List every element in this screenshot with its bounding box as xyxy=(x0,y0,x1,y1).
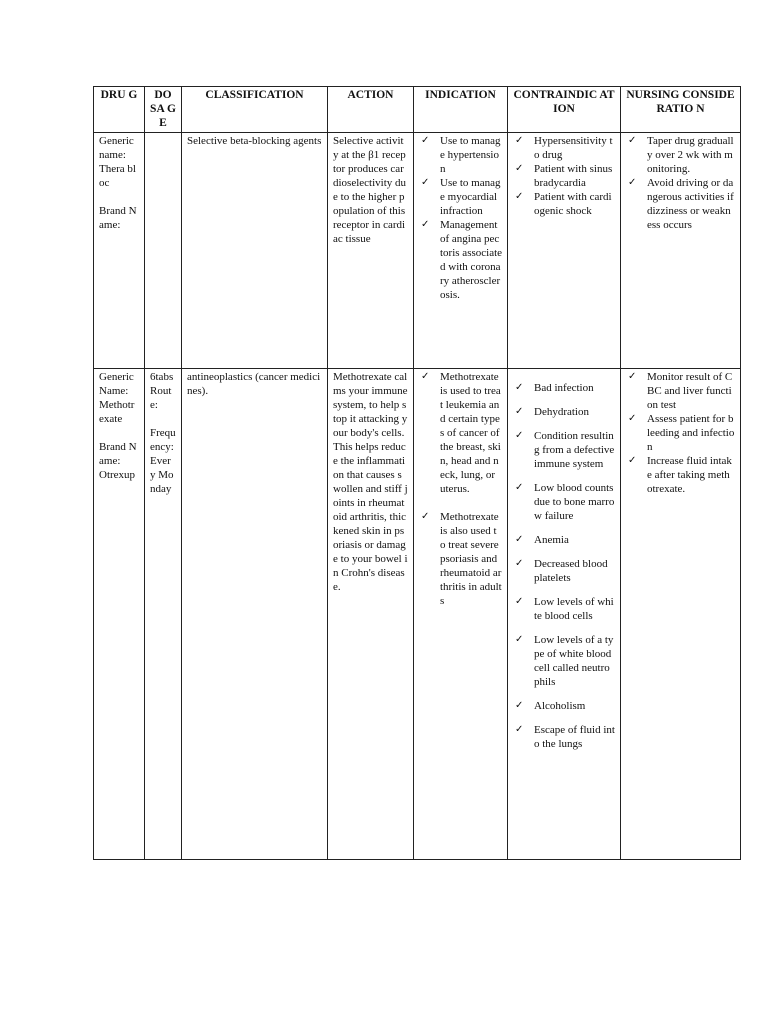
list-item: ✓ Monitor result of CBC and liver function test xyxy=(628,371,733,411)
generic-name-value: Methotrexate xyxy=(99,399,135,425)
list-item: ✓ Low levels of a type of white blood cell called neutrophils xyxy=(515,634,614,688)
checkmark-icon: ✓ xyxy=(628,455,637,466)
list-item: ✓ Hypersensitivity to drug xyxy=(515,135,613,161)
checkmark-icon: ✓ xyxy=(515,700,524,711)
checkmark-icon: ✓ xyxy=(515,634,524,645)
checkmark-icon: ✓ xyxy=(628,135,637,146)
list-item: ✓ Methotrexate is used to treat leukemia and certain types of cancer of the breast, skin, head and neck, lung, or uterus. xyxy=(421,371,501,495)
list-item: ✓ Methotrexate is also used to treat severe psoriasis and rheumatoid arthritis in adults xyxy=(421,511,502,607)
classification-cell: Selective beta-blocking agents xyxy=(182,133,328,369)
list-item: ✓ Low levels of white blood cells xyxy=(515,596,614,622)
checkmark-icon: ✓ xyxy=(515,596,524,607)
brand-name-label: Brand Name: xyxy=(99,205,137,231)
list-item: ✓ Low blood counts due to bone marrow failure xyxy=(515,482,615,522)
generic-name-value: Thera bloc xyxy=(99,163,136,189)
list-item: ✓ Escape of fluid into the lungs xyxy=(515,724,615,750)
header-row xyxy=(94,87,741,133)
table-row xyxy=(94,133,741,369)
checkmark-icon: ✓ xyxy=(421,177,430,188)
checkmark-icon: ✓ xyxy=(515,135,524,146)
checkmark-icon: ✓ xyxy=(515,482,524,493)
header-nursing-consideration: NURSING CONSIDERATIO N xyxy=(621,87,741,133)
list-item: ✓ Assess patient for bleeding and infection xyxy=(628,413,735,453)
list-item: ✓ Dehydration xyxy=(515,406,589,418)
checkmark-icon: ✓ xyxy=(515,382,524,393)
checkmark-icon: ✓ xyxy=(421,135,430,146)
indication-cell xyxy=(414,133,508,369)
indication-cell xyxy=(414,369,508,860)
checkmark-icon: ✓ xyxy=(515,558,524,569)
checkmark-icon: ✓ xyxy=(515,191,524,202)
dosage-cell xyxy=(145,369,182,860)
contraindication-cell xyxy=(508,369,621,860)
checkmark-icon: ✓ xyxy=(421,511,430,522)
checkmark-icon: ✓ xyxy=(628,177,637,188)
dosage-frequency-label: Frequency: xyxy=(150,427,176,453)
checkmark-icon: ✓ xyxy=(515,724,524,735)
brand-name-label: Brand Name: xyxy=(99,441,137,467)
drug-study-table xyxy=(93,86,741,860)
brand-name-value: Otrexup xyxy=(99,469,136,481)
table-row xyxy=(94,369,741,860)
list-item: ✓ Alcoholism xyxy=(515,700,586,712)
header-indication: INDICATION xyxy=(414,87,508,133)
list-item: ✓ Management of angina pectoris associated with coronary atherosclerosis. xyxy=(421,219,503,301)
dosage-cell xyxy=(145,133,182,369)
list-item: ✓ Taper drug gradually over 2 wk with monitoring. xyxy=(628,135,734,175)
dosage-amount: 6tabs xyxy=(150,371,174,383)
header-action: ACTION xyxy=(328,87,414,133)
checkmark-icon: ✓ xyxy=(421,219,430,230)
list-item: ✓ Increase fluid intake after taking methotrexate. xyxy=(628,455,732,495)
header-classification: CLASSIFICATION xyxy=(182,87,328,133)
classification-cell: antineoplastics (cancer medicines). xyxy=(182,369,328,860)
list-item: ✓ Use to manage myocardial infraction xyxy=(421,177,501,217)
action-cell: Selective activity at the β1 receptor produces cardioselectivity due to the higher population of this receptor in cardiac tissue xyxy=(328,133,414,369)
list-item: ✓ Patient with sinus bradycardia xyxy=(515,163,613,189)
drug-cell xyxy=(94,369,145,860)
list-item: ✓ Avoid driving or dangerous activities if dizziness or weakness occurs xyxy=(628,177,734,231)
checkmark-icon: ✓ xyxy=(421,371,430,382)
list-item: ✓ Use to manage hypertension xyxy=(421,135,501,175)
list-item: ✓ Bad infection xyxy=(515,382,594,394)
checkmark-icon: ✓ xyxy=(628,413,637,424)
list-item: ✓ Anemia xyxy=(515,534,569,546)
checkmark-icon: ✓ xyxy=(515,406,524,417)
nursing-consideration-cell xyxy=(621,133,741,369)
list-item: ✓ Patient with cardiogenic shock xyxy=(515,191,612,217)
generic-name-label: Generic name: xyxy=(99,135,134,161)
checkmark-icon: ✓ xyxy=(515,430,524,441)
action-cell: Methotrexate calms your immune system, to help stop it attacking your body's cells. This helps reduce the inflammation that causes swollen and stiff joints in rheumatoid arthritis, thickened skin in psoriasis or damage to your bowel in Crohn's disease. xyxy=(328,369,414,860)
checkmark-icon: ✓ xyxy=(628,371,637,382)
header-dosage: DO SA GE xyxy=(145,87,182,133)
drug-cell xyxy=(94,133,145,369)
header-contraindication: CONTRAINDIC ATION xyxy=(508,87,621,133)
checkmark-icon: ✓ xyxy=(515,534,524,545)
header-drug: DRU G xyxy=(94,87,145,133)
checkmark-icon: ✓ xyxy=(515,163,524,174)
dosage-route: Route: xyxy=(150,385,172,411)
list-item: ✓ Decreased blood platelets xyxy=(515,558,608,584)
generic-name-label: Generic Name: xyxy=(99,371,134,397)
contraindication-cell xyxy=(508,133,621,369)
nursing-consideration-cell xyxy=(621,369,741,860)
dosage-frequency-value: Every Monday xyxy=(150,455,174,495)
list-item: ✓ Condition resulting from a defective immune system xyxy=(515,430,615,470)
